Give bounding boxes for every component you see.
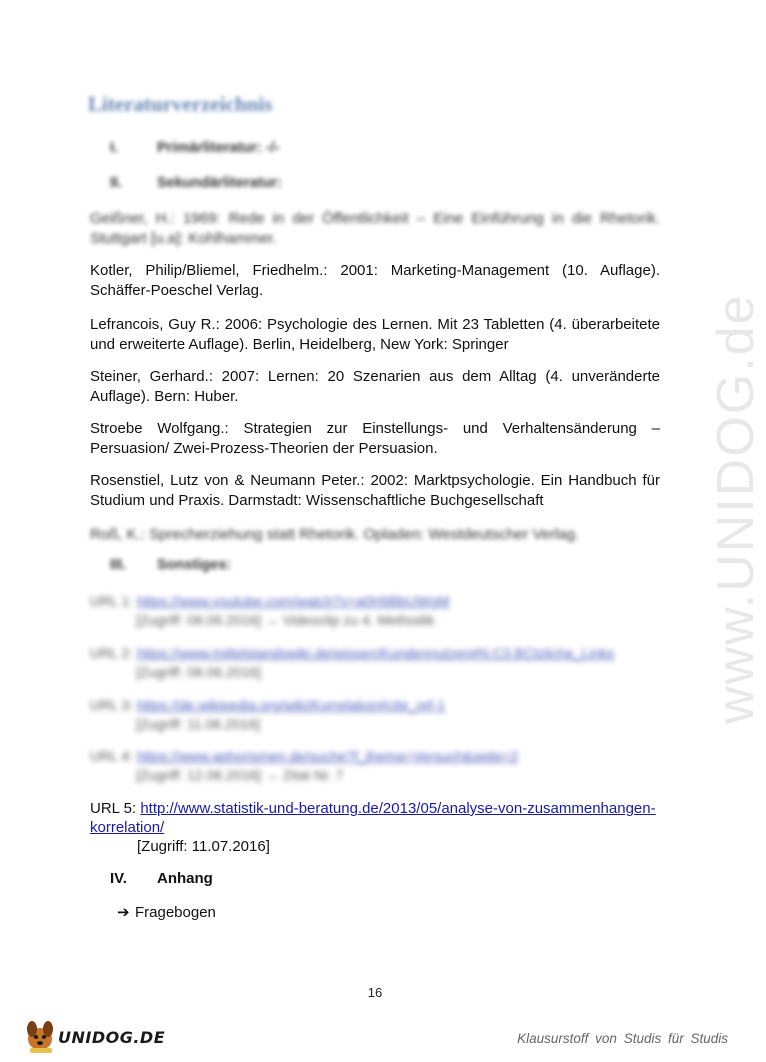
- url-access-date: [Zugriff: 11.07.2016]: [137, 838, 270, 855]
- url-link[interactable]: https://www.mittelstandswiki.de/wissen/Kundennutzen#N.C3.BCtzliche_Links: [136, 645, 614, 661]
- url-label: URL 5:: [90, 800, 137, 817]
- footer-slogan: Klausurstoff von Studis für Studis: [517, 1031, 728, 1046]
- section-number: I.: [110, 140, 119, 156]
- section-appendix: [110, 870, 213, 887]
- section-primary: [110, 140, 279, 156]
- watermark: www.UNIDOG.de: [707, 293, 765, 724]
- arrow-right-icon: ➔: [117, 904, 130, 921]
- reference-entry: Rosenstiel, Lutz von & Neumann Peter.: 2002: Marktpsychologie. Ein Handbuch für Studium und Praxis. Darmstadt: Wissenschaftliche Buchgesellschaft: [90, 472, 660, 509]
- section-number: II.: [110, 175, 123, 191]
- url-access-date: [Zugriff: 08.06.2016] → Videoclip zu 4. Methodik: [136, 612, 435, 628]
- url-entry: [90, 696, 665, 734]
- page-title: Literaturverzeichnis: [88, 92, 273, 116]
- url-access-date: [Zugriff: 08.06.2016]: [136, 664, 262, 680]
- url-entry: [90, 799, 670, 856]
- url-entry: [90, 592, 665, 630]
- url-label: URL 3:: [90, 697, 134, 713]
- section-label: Sekundärliteratur:: [157, 175, 282, 191]
- reference-entry: Steiner, Gerhard.: 2007: Lernen: 20 Szenarien aus dem Alltag (4. unveränderte Auflage). Bern: Huber.: [90, 368, 660, 405]
- url-label: URL 2:: [90, 645, 134, 661]
- url-access-date: [Zugriff: 11.06.2016]: [136, 716, 261, 732]
- url-entry: [90, 747, 665, 785]
- section-other: [110, 557, 231, 573]
- url-link[interactable]: https://de.wikipedia.org/wiki/Korrelation#cite_ref-1: [136, 697, 446, 713]
- section-number: III.: [110, 557, 127, 573]
- url-access-date: [Zugriff: 12.06.2016] → Zitat Nr. 7: [136, 767, 344, 783]
- reference-entry: Geißner, H.: 1969: Rede in der Öffentlichkeit – Eine Einführung in die Rhetorik. Stuttgart [u.a]: Kohlhammer.: [90, 210, 660, 247]
- page-number: 16: [367, 985, 383, 1000]
- section-label: Anhang: [157, 870, 213, 887]
- reference-entry: Roß, K.: Sprecherziehung statt Rhetorik. Opladen: Westdeutscher Verlag.: [90, 526, 580, 543]
- reference-entry: Stroebe Wolfgang.: Strategien zur Einstellungs- und Verhaltensänderung – Persuasion/ Zwei-Prozess-Theorien der Persuasion.: [90, 420, 660, 457]
- section-label: Sonstiges:: [157, 557, 232, 573]
- appendix-item: [117, 903, 216, 921]
- section-label: Primärliteratur: -/-: [157, 140, 280, 156]
- section-secondary: [110, 175, 282, 191]
- section-number: IV.: [110, 870, 127, 887]
- url-entry: [90, 644, 665, 682]
- url-link[interactable]: http://www.statistik-und-beratung.de/2013/05/analyse-von-zusammenhangen-korrelation/: [90, 800, 656, 836]
- url-label: URL 1:: [90, 593, 134, 609]
- reference-entry: Kotler, Philip/Bliemel, Friedhelm.: 2001: Marketing-Management (10. Auflage). Schäffer-Poeschel Verlag.: [90, 262, 660, 299]
- logo-text: UNIDOG.DE: [58, 1028, 166, 1047]
- url-link[interactable]: https://www.youtube.com/watch?v=a0H9BbUWgM: [136, 593, 450, 609]
- url-link[interactable]: https://www.aphorismen.de/suche?f_thema=Versuch&seite=2: [136, 748, 519, 764]
- url-label: URL 4:: [90, 748, 134, 764]
- appendix-item-label: Fragebogen: [135, 904, 216, 921]
- reference-entry: Lefrancois, Guy R.: 2006: Psychologie des Lernen. Mit 23 Tabletten (4. überarbeitete und erweiterte Auflage). Berlin, Heidelberg, New York: Springer: [90, 316, 660, 353]
